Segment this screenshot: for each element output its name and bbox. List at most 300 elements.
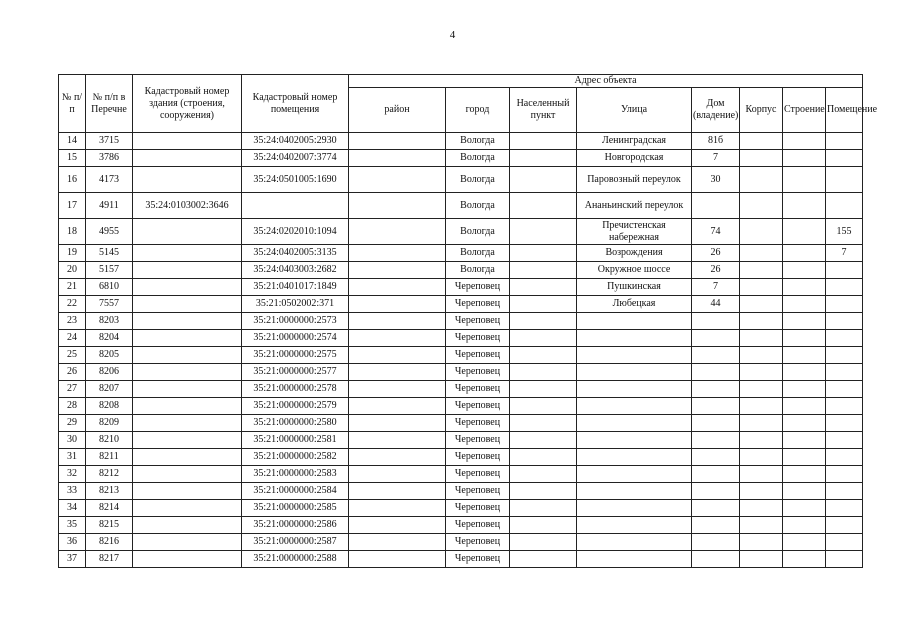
cell-district	[349, 219, 446, 245]
cell-district	[349, 500, 446, 517]
header-structure: Строение	[783, 88, 826, 133]
cell-district	[349, 398, 446, 415]
cell-corpus	[740, 364, 783, 381]
cell-premise-cadastral: 35:21:0000000:2581	[242, 432, 349, 449]
cell-list-num: 4911	[86, 193, 133, 219]
cell-settlement	[510, 296, 577, 313]
cell-premise-cadastral: 35:21:0502002:371	[242, 296, 349, 313]
cell-structure	[783, 245, 826, 262]
cell-city: Череповец	[446, 432, 510, 449]
cell-list-num: 8215	[86, 517, 133, 534]
cell-premise-cadastral: 35:21:0000000:2573	[242, 313, 349, 330]
cell-list-num: 7557	[86, 296, 133, 313]
cell-premise-cadastral: 35:21:0000000:2580	[242, 415, 349, 432]
cell-building-cadastral	[133, 296, 242, 313]
cell-building-cadastral	[133, 279, 242, 296]
cell-city: Череповец	[446, 534, 510, 551]
cell-num: 27	[59, 381, 86, 398]
cell-building-cadastral	[133, 432, 242, 449]
cell-structure	[783, 296, 826, 313]
cell-premise-cadastral: 35:21:0000000:2574	[242, 330, 349, 347]
cell-house: 7	[692, 279, 740, 296]
cell-premise: 7	[826, 245, 863, 262]
cell-street	[577, 330, 692, 347]
cell-structure	[783, 398, 826, 415]
cell-premise-cadastral: 35:24:0402005:2930	[242, 133, 349, 150]
cell-premise-cadastral: 35:21:0000000:2585	[242, 500, 349, 517]
cell-premise	[826, 534, 863, 551]
cell-list-num: 8210	[86, 432, 133, 449]
cell-list-num: 8206	[86, 364, 133, 381]
cell-structure	[783, 517, 826, 534]
cell-street	[577, 364, 692, 381]
cell-list-num: 8205	[86, 347, 133, 364]
cell-district	[349, 245, 446, 262]
cell-num: 34	[59, 500, 86, 517]
cell-district	[349, 449, 446, 466]
cell-num: 35	[59, 517, 86, 534]
cell-premise	[826, 449, 863, 466]
table-row	[59, 432, 863, 449]
cell-premise-cadastral: 35:21:0000000:2583	[242, 466, 349, 483]
cell-premise	[826, 551, 863, 568]
cell-city: Вологда	[446, 150, 510, 167]
cell-num: 33	[59, 483, 86, 500]
cell-structure	[783, 313, 826, 330]
cell-street: Пречистенская набережная	[577, 219, 692, 245]
cell-district	[349, 279, 446, 296]
table-row	[59, 466, 863, 483]
cell-building-cadastral	[133, 381, 242, 398]
cell-building-cadastral	[133, 219, 242, 245]
cell-city: Череповец	[446, 279, 510, 296]
cell-settlement	[510, 551, 577, 568]
cell-num: 29	[59, 415, 86, 432]
cell-structure	[783, 279, 826, 296]
header-premise-cadastral: Кадастровый номер помещения	[242, 75, 349, 133]
cell-city: Череповец	[446, 551, 510, 568]
cell-settlement	[510, 449, 577, 466]
cell-corpus	[740, 517, 783, 534]
cell-building-cadastral	[133, 449, 242, 466]
cell-house	[692, 483, 740, 500]
cell-num: 19	[59, 245, 86, 262]
cell-premise	[826, 296, 863, 313]
cell-city: Череповец	[446, 313, 510, 330]
cell-premise	[826, 500, 863, 517]
cell-house: 44	[692, 296, 740, 313]
cell-premise	[826, 432, 863, 449]
cell-house	[692, 193, 740, 219]
table-row	[59, 398, 863, 415]
cell-corpus	[740, 245, 783, 262]
cell-settlement	[510, 245, 577, 262]
cell-num: 16	[59, 167, 86, 193]
cell-building-cadastral	[133, 364, 242, 381]
cell-settlement	[510, 279, 577, 296]
cell-premise	[826, 313, 863, 330]
cell-premise	[826, 398, 863, 415]
cell-num: 21	[59, 279, 86, 296]
cell-street: Пушкинская	[577, 279, 692, 296]
cell-structure	[783, 347, 826, 364]
cell-premise: 155	[826, 219, 863, 245]
table-row	[59, 245, 863, 262]
cell-house: 81б	[692, 133, 740, 150]
cell-premise-cadastral: 35:21:0000000:2587	[242, 534, 349, 551]
cell-house	[692, 500, 740, 517]
cell-city: Вологда	[446, 133, 510, 150]
cell-street	[577, 449, 692, 466]
cell-num: 14	[59, 133, 86, 150]
cell-house	[692, 432, 740, 449]
cell-city: Череповец	[446, 330, 510, 347]
cell-corpus	[740, 483, 783, 500]
cell-corpus	[740, 262, 783, 279]
cell-street	[577, 398, 692, 415]
cell-corpus	[740, 150, 783, 167]
cell-structure	[783, 500, 826, 517]
cell-premise-cadastral: 35:21:0000000:2577	[242, 364, 349, 381]
cell-building-cadastral	[133, 167, 242, 193]
cell-premise	[826, 381, 863, 398]
cell-house	[692, 398, 740, 415]
cell-street	[577, 551, 692, 568]
cell-premise-cadastral: 35:24:0202010:1094	[242, 219, 349, 245]
header-house: Дом (владение)	[692, 88, 740, 133]
cell-house	[692, 415, 740, 432]
cell-premise	[826, 167, 863, 193]
cell-num: 36	[59, 534, 86, 551]
cell-premise	[826, 279, 863, 296]
cell-num: 25	[59, 347, 86, 364]
cell-premise-cadastral: 35:24:0403003:2682	[242, 262, 349, 279]
cell-num: 23	[59, 313, 86, 330]
cell-settlement	[510, 466, 577, 483]
cell-settlement	[510, 219, 577, 245]
cell-list-num: 5145	[86, 245, 133, 262]
table-row	[59, 219, 863, 245]
cell-street: Ленинградская	[577, 133, 692, 150]
cell-settlement	[510, 432, 577, 449]
cell-list-num: 8204	[86, 330, 133, 347]
cell-district	[349, 167, 446, 193]
cell-street: Любецкая	[577, 296, 692, 313]
cell-settlement	[510, 500, 577, 517]
table-row	[59, 150, 863, 167]
cell-list-num: 3786	[86, 150, 133, 167]
header-building-cadastral: Кадастровый номер здания (строения, сооружения)	[133, 75, 242, 133]
cell-settlement	[510, 483, 577, 500]
table-row	[59, 483, 863, 500]
cell-district	[349, 517, 446, 534]
table-row	[59, 500, 863, 517]
cell-city: Вологда	[446, 193, 510, 219]
cell-corpus	[740, 500, 783, 517]
cell-premise	[826, 193, 863, 219]
table-body	[59, 133, 863, 568]
cell-street	[577, 415, 692, 432]
cell-district	[349, 262, 446, 279]
cell-num: 30	[59, 432, 86, 449]
cell-premise	[826, 415, 863, 432]
cell-city: Вологда	[446, 245, 510, 262]
cell-premise	[826, 364, 863, 381]
cell-corpus	[740, 415, 783, 432]
header-settlement: Населенный пункт	[510, 88, 577, 133]
cell-premise	[826, 517, 863, 534]
cell-list-num: 5157	[86, 262, 133, 279]
cell-structure	[783, 167, 826, 193]
header-premise: Помещение	[826, 88, 863, 133]
cell-city: Череповец	[446, 517, 510, 534]
cell-premise-cadastral: 35:24:0501005:1690	[242, 167, 349, 193]
cell-house	[692, 466, 740, 483]
cell-structure	[783, 133, 826, 150]
table-row	[59, 279, 863, 296]
cell-street	[577, 517, 692, 534]
cell-city: Череповец	[446, 500, 510, 517]
table-row	[59, 364, 863, 381]
cell-city: Вологда	[446, 219, 510, 245]
cell-building-cadastral	[133, 150, 242, 167]
cell-settlement	[510, 193, 577, 219]
table-row	[59, 517, 863, 534]
cell-list-num: 8203	[86, 313, 133, 330]
table-row	[59, 534, 863, 551]
cell-district	[349, 483, 446, 500]
cell-structure	[783, 364, 826, 381]
cell-premise-cadastral: 35:21:0000000:2579	[242, 398, 349, 415]
cell-settlement	[510, 398, 577, 415]
cell-premise	[826, 150, 863, 167]
cell-premise-cadastral: 35:24:0402005:3135	[242, 245, 349, 262]
cell-street	[577, 483, 692, 500]
cell-settlement	[510, 415, 577, 432]
cell-corpus	[740, 432, 783, 449]
cell-premise	[826, 330, 863, 347]
cell-num: 28	[59, 398, 86, 415]
cell-corpus	[740, 551, 783, 568]
table-row	[59, 167, 863, 193]
cell-premise-cadastral: 35:21:0000000:2582	[242, 449, 349, 466]
cell-structure	[783, 219, 826, 245]
cell-street: Паровозный переулок	[577, 167, 692, 193]
cell-premise-cadastral: 35:24:0402007:3774	[242, 150, 349, 167]
cell-building-cadastral	[133, 466, 242, 483]
cell-settlement	[510, 150, 577, 167]
cell-list-num: 8208	[86, 398, 133, 415]
cell-corpus	[740, 219, 783, 245]
cell-structure	[783, 150, 826, 167]
cell-premise-cadastral: 35:21:0000000:2586	[242, 517, 349, 534]
cell-premise	[826, 347, 863, 364]
cell-corpus	[740, 398, 783, 415]
cell-building-cadastral	[133, 313, 242, 330]
cell-district	[349, 296, 446, 313]
cell-structure	[783, 432, 826, 449]
cell-structure	[783, 483, 826, 500]
cell-district	[349, 330, 446, 347]
cell-district	[349, 432, 446, 449]
cell-corpus	[740, 313, 783, 330]
cell-building-cadastral	[133, 534, 242, 551]
cell-num: 17	[59, 193, 86, 219]
cell-structure	[783, 262, 826, 279]
header-district: район	[349, 88, 446, 133]
cell-city: Вологда	[446, 262, 510, 279]
cell-list-num: 8217	[86, 551, 133, 568]
cell-district	[349, 534, 446, 551]
cell-premise-cadastral: 35:21:0000000:2575	[242, 347, 349, 364]
cell-premise-cadastral: 35:21:0000000:2578	[242, 381, 349, 398]
cell-corpus	[740, 167, 783, 193]
table-row	[59, 415, 863, 432]
cell-structure	[783, 330, 826, 347]
cell-city: Череповец	[446, 483, 510, 500]
cell-district	[349, 347, 446, 364]
cell-house: 26	[692, 262, 740, 279]
cell-corpus	[740, 330, 783, 347]
cell-premise-cadastral: 35:21:0000000:2588	[242, 551, 349, 568]
cell-city: Череповец	[446, 398, 510, 415]
cell-street	[577, 500, 692, 517]
cell-structure	[783, 551, 826, 568]
cell-city: Череповец	[446, 466, 510, 483]
cell-district	[349, 415, 446, 432]
cell-structure	[783, 466, 826, 483]
table-row	[59, 347, 863, 364]
cell-list-num: 8211	[86, 449, 133, 466]
table-row	[59, 330, 863, 347]
cell-settlement	[510, 381, 577, 398]
cell-house: 30	[692, 167, 740, 193]
header-list-num: № п/п в Перечне	[86, 75, 133, 133]
cell-street: Окружное шоссе	[577, 262, 692, 279]
cell-num: 24	[59, 330, 86, 347]
table-row	[59, 296, 863, 313]
cell-street	[577, 381, 692, 398]
cell-district	[349, 313, 446, 330]
registry-table	[58, 74, 878, 568]
cell-premise-cadastral: 35:21:0000000:2584	[242, 483, 349, 500]
cell-list-num: 8209	[86, 415, 133, 432]
cell-num: 20	[59, 262, 86, 279]
cell-house	[692, 313, 740, 330]
cell-settlement	[510, 517, 577, 534]
cell-district	[349, 551, 446, 568]
cell-structure	[783, 193, 826, 219]
cell-corpus	[740, 466, 783, 483]
cell-building-cadastral	[133, 415, 242, 432]
cell-city: Череповец	[446, 415, 510, 432]
table-header	[59, 75, 878, 133]
cell-street	[577, 347, 692, 364]
cell-structure	[783, 415, 826, 432]
cell-district	[349, 381, 446, 398]
cell-list-num: 6810	[86, 279, 133, 296]
cell-building-cadastral	[133, 398, 242, 415]
cell-building-cadastral	[133, 517, 242, 534]
cell-street	[577, 534, 692, 551]
cell-house	[692, 364, 740, 381]
cell-building-cadastral	[133, 500, 242, 517]
table-row	[59, 551, 863, 568]
cell-building-cadastral	[133, 347, 242, 364]
cell-house	[692, 517, 740, 534]
cell-city: Череповец	[446, 381, 510, 398]
cell-corpus	[740, 296, 783, 313]
cell-corpus	[740, 347, 783, 364]
cell-corpus	[740, 133, 783, 150]
table-row	[59, 193, 863, 219]
cell-city: Вологда	[446, 167, 510, 193]
table-row	[59, 262, 863, 279]
cell-list-num: 8216	[86, 534, 133, 551]
cell-street	[577, 313, 692, 330]
cell-list-num: 3715	[86, 133, 133, 150]
table-row	[59, 313, 863, 330]
cell-num: 31	[59, 449, 86, 466]
table-row	[59, 381, 863, 398]
cell-district	[349, 466, 446, 483]
cell-building-cadastral: 35:24:0103002:3646	[133, 193, 242, 219]
cell-house: 74	[692, 219, 740, 245]
cell-street: Ананьинский переулок	[577, 193, 692, 219]
header-num: № п/п	[59, 75, 86, 133]
header-city: город	[446, 88, 510, 133]
cell-structure	[783, 534, 826, 551]
cell-settlement	[510, 534, 577, 551]
cell-house	[692, 551, 740, 568]
cell-num: 15	[59, 150, 86, 167]
cell-corpus	[740, 534, 783, 551]
cell-house: 26	[692, 245, 740, 262]
cell-corpus	[740, 279, 783, 296]
cell-list-num: 8214	[86, 500, 133, 517]
cell-settlement	[510, 262, 577, 279]
page-number: 4	[449, 29, 456, 41]
cell-house	[692, 381, 740, 398]
cell-city: Череповец	[446, 296, 510, 313]
cell-structure	[783, 449, 826, 466]
cell-corpus	[740, 193, 783, 219]
cell-street	[577, 432, 692, 449]
cell-house	[692, 330, 740, 347]
cell-num: 26	[59, 364, 86, 381]
cell-premise-cadastral: 35:21:0401017:1849	[242, 279, 349, 296]
cell-street: Возрождения	[577, 245, 692, 262]
cell-building-cadastral	[133, 330, 242, 347]
cell-city: Череповец	[446, 364, 510, 381]
cell-building-cadastral	[133, 551, 242, 568]
cell-building-cadastral	[133, 483, 242, 500]
cell-premise-cadastral	[242, 193, 349, 219]
header-street: Улица	[577, 88, 692, 133]
cell-city: Череповец	[446, 449, 510, 466]
cell-house	[692, 347, 740, 364]
cell-district	[349, 150, 446, 167]
cell-premise	[826, 466, 863, 483]
cell-street	[577, 466, 692, 483]
cell-district	[349, 364, 446, 381]
cell-settlement	[510, 133, 577, 150]
cell-list-num: 8212	[86, 466, 133, 483]
cell-corpus	[740, 381, 783, 398]
cell-house	[692, 534, 740, 551]
table-row	[59, 449, 863, 466]
table-row	[59, 133, 863, 150]
